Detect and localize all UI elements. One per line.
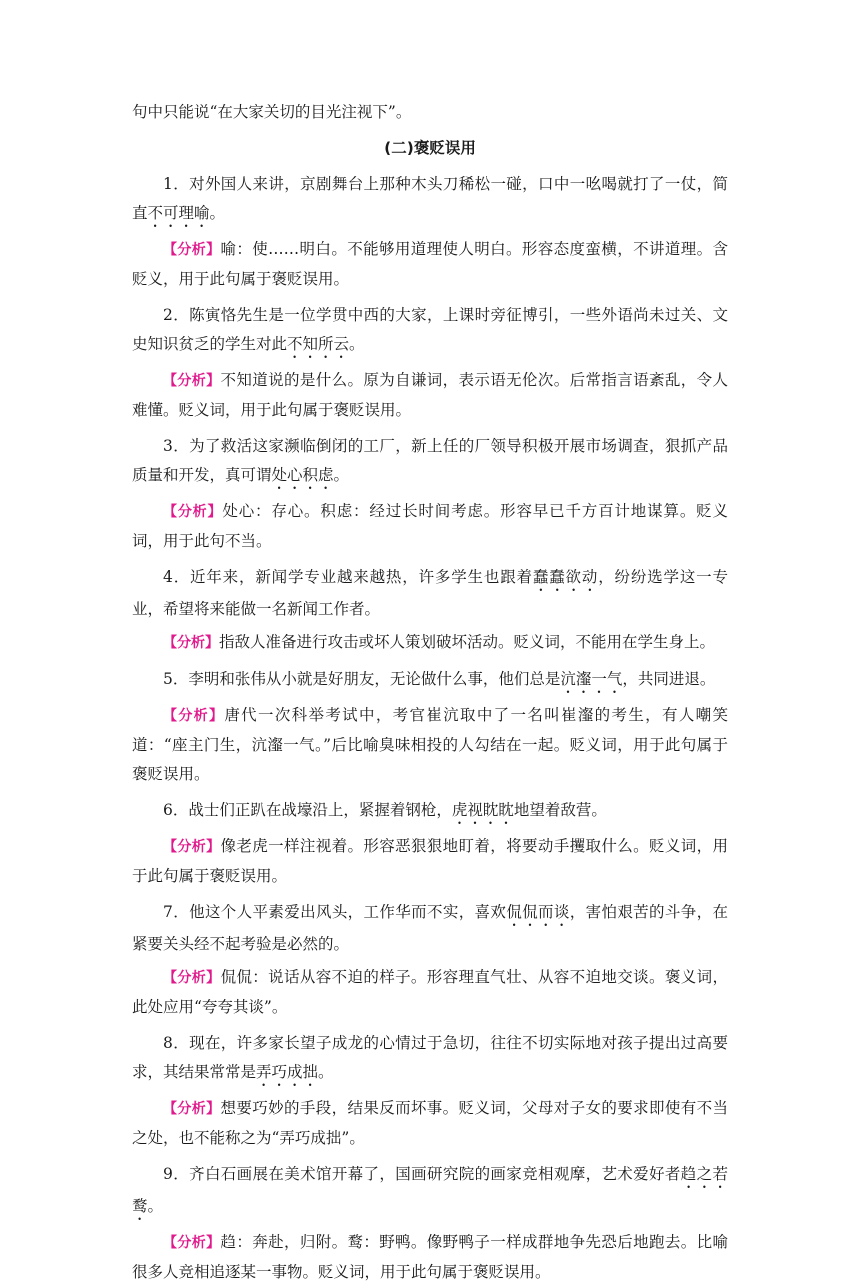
idiom-term: 沆瀣一气 <box>560 670 623 688</box>
question-text-end: ，害怕艰苦的斗争，在紧要关头经不起考验是必然的。 <box>132 903 728 953</box>
analysis-3 <box>132 497 728 556</box>
question-text-end: 。 <box>349 335 365 353</box>
question-7 <box>132 898 728 959</box>
question-text-end: 。 <box>318 1063 334 1081</box>
question-1 <box>132 170 728 231</box>
analysis-text: 侃侃：说话从容不迫的样子。形容理直气壮、从容不迫地交谈。褒义词，此处应用“夸夸其谈”。 <box>132 968 728 1016</box>
question-text: 5．李明和张伟从小就是好朋友，无论做什么事，他们总是 <box>163 670 561 688</box>
question-text-end: 。 <box>147 1197 164 1215</box>
question-text: 7．他这个人平素爱出风头，工作华而不实，喜欢 <box>163 903 507 921</box>
document-body <box>132 98 728 1287</box>
analysis-tag: 【分析】 <box>163 373 221 389</box>
question-text: 3．为了救活这家濒临倒闭的工厂，新上任的厂领导积极开展市场调查，狠抓产品质量和开发，真可谓 <box>132 437 728 484</box>
analysis-text: 不知道说的是什么。原为自谦词，表示语无伦次。后常指言语紊乱，令人难懂。贬义词，用于此句属于褒贬误用。 <box>132 371 728 419</box>
analysis-tag: 【分析】 <box>163 1101 221 1117</box>
analysis-text: 喻：使……明白。不能够用道理使人明白。形容态度蛮横，不讲道理。含贬义，用于此句属于褒贬误用。 <box>132 240 728 288</box>
analysis-tag: 【分析】 <box>163 635 219 651</box>
analysis-7 <box>132 963 728 1022</box>
analysis-tag: 【分析】 <box>163 242 221 258</box>
idiom-term: 虎视眈眈 <box>451 801 514 819</box>
idiom-term: 侃侃而谈 <box>506 903 570 921</box>
analysis-text: 指敌人准备进行攻击或坏人策划破坏活动。贬义词，不能用在学生身上。 <box>219 633 716 651</box>
question-3 <box>132 432 728 493</box>
analysis-text: 像老虎一样注视着。形容恶狠狠地盯着，将要动手攫取什么。贬义词，用于此句属于褒贬误用。 <box>132 837 728 885</box>
analysis-tag: 【分析】 <box>163 970 221 986</box>
question-text-end: 地望着敌营。 <box>513 801 607 819</box>
idiom-term: 不知所云 <box>287 335 350 353</box>
analysis-6 <box>132 832 728 891</box>
question-9 <box>132 1160 728 1224</box>
question-2 <box>132 301 728 362</box>
question-4 <box>132 563 728 624</box>
analysis-tag: 【分析】 <box>163 1235 221 1251</box>
analysis-tag: 【分析】 <box>163 839 221 855</box>
analysis-8 <box>132 1094 728 1153</box>
section-title: (二)褒贬误用 <box>384 139 476 157</box>
question-8 <box>132 1029 728 1090</box>
analysis-2 <box>132 366 728 425</box>
question-6 <box>132 796 728 828</box>
question-text-end: ，纷纷选学这一专业，希望将来能做一名新闻工作者。 <box>132 568 728 618</box>
analysis-5 <box>132 701 728 789</box>
analysis-text: 趋：奔赴，归附。鹜：野鸭。像野鸭子一样成群地争先恐后地跑去。比喻很多人竞相追逐某一事物。贬义词，用于此句属于褒贬误用。 <box>132 1233 728 1281</box>
question-text: 2．陈寅恪先生是一位学贯中西的大家，上课时旁征博引，一些外语尚未过关、文史知识贫乏的学生对此 <box>132 306 728 353</box>
analysis-tag: 【分析】 <box>163 708 225 724</box>
analysis-tag: 【分析】 <box>163 504 223 520</box>
intro-tail-text: 句中只能说“在大家关切的目光注视下”。 <box>132 103 412 121</box>
idiom-term: 蠢蠢欲动 <box>532 568 599 586</box>
question-list <box>132 170 728 1287</box>
analysis-9 <box>132 1228 728 1287</box>
analysis-4 <box>132 628 728 658</box>
question-text: 1．对外国人来讲，京剧舞台上那种木头刀稀松一碰，口中一吆喝就打了一仗，简直 <box>132 175 728 222</box>
idiom-term: 趋之若鹜 <box>132 1165 728 1215</box>
analysis-1 <box>132 235 728 294</box>
question-text: 9．齐白石画展在美术馆开幕了，国画研究院的画家竞相观摩，艺术爱好者 <box>163 1165 681 1183</box>
question-text-end: 。 <box>209 204 226 222</box>
question-text: 8．现在，许多家长望子成龙的心情过于急切，往往不切实际地对孩子提出过高要求，其结果常常是 <box>132 1034 728 1081</box>
analysis-text: 唐代一次科举考试中，考官崔沆取中了一名叫崔瀣的考生，有人嘲笑道：“座主门生，沆瀣一气。”后比喻臭味相投的人勾结在一起。贬义词，用于此句属于褒贬误用。 <box>132 706 728 783</box>
question-text-end: 。 <box>333 466 350 484</box>
question-text: 4．近年来，新闻学专业越来越热，许多学生也跟着 <box>163 568 533 586</box>
idiom-term: 弄巧成拙 <box>256 1063 319 1081</box>
question-5 <box>132 665 728 697</box>
question-text: 6．战士们正趴在战壕沿上，紧握着钢枪， <box>163 801 452 819</box>
analysis-text: 想要巧妙的手段，结果反而坏事。贬义词，父母对子女的要求即使有不当之处，也不能称之为“弄巧成拙”。 <box>132 1099 728 1147</box>
idiom-term: 处心积虑 <box>271 466 334 484</box>
analysis-text: 处心：存心。积虑：经过长时间考虑。形容早已千方百计地谋算。贬义词，用于此句不当。 <box>132 502 728 550</box>
idiom-term: 不可理喻 <box>147 204 210 222</box>
question-text-end: ，共同进退。 <box>622 670 716 688</box>
